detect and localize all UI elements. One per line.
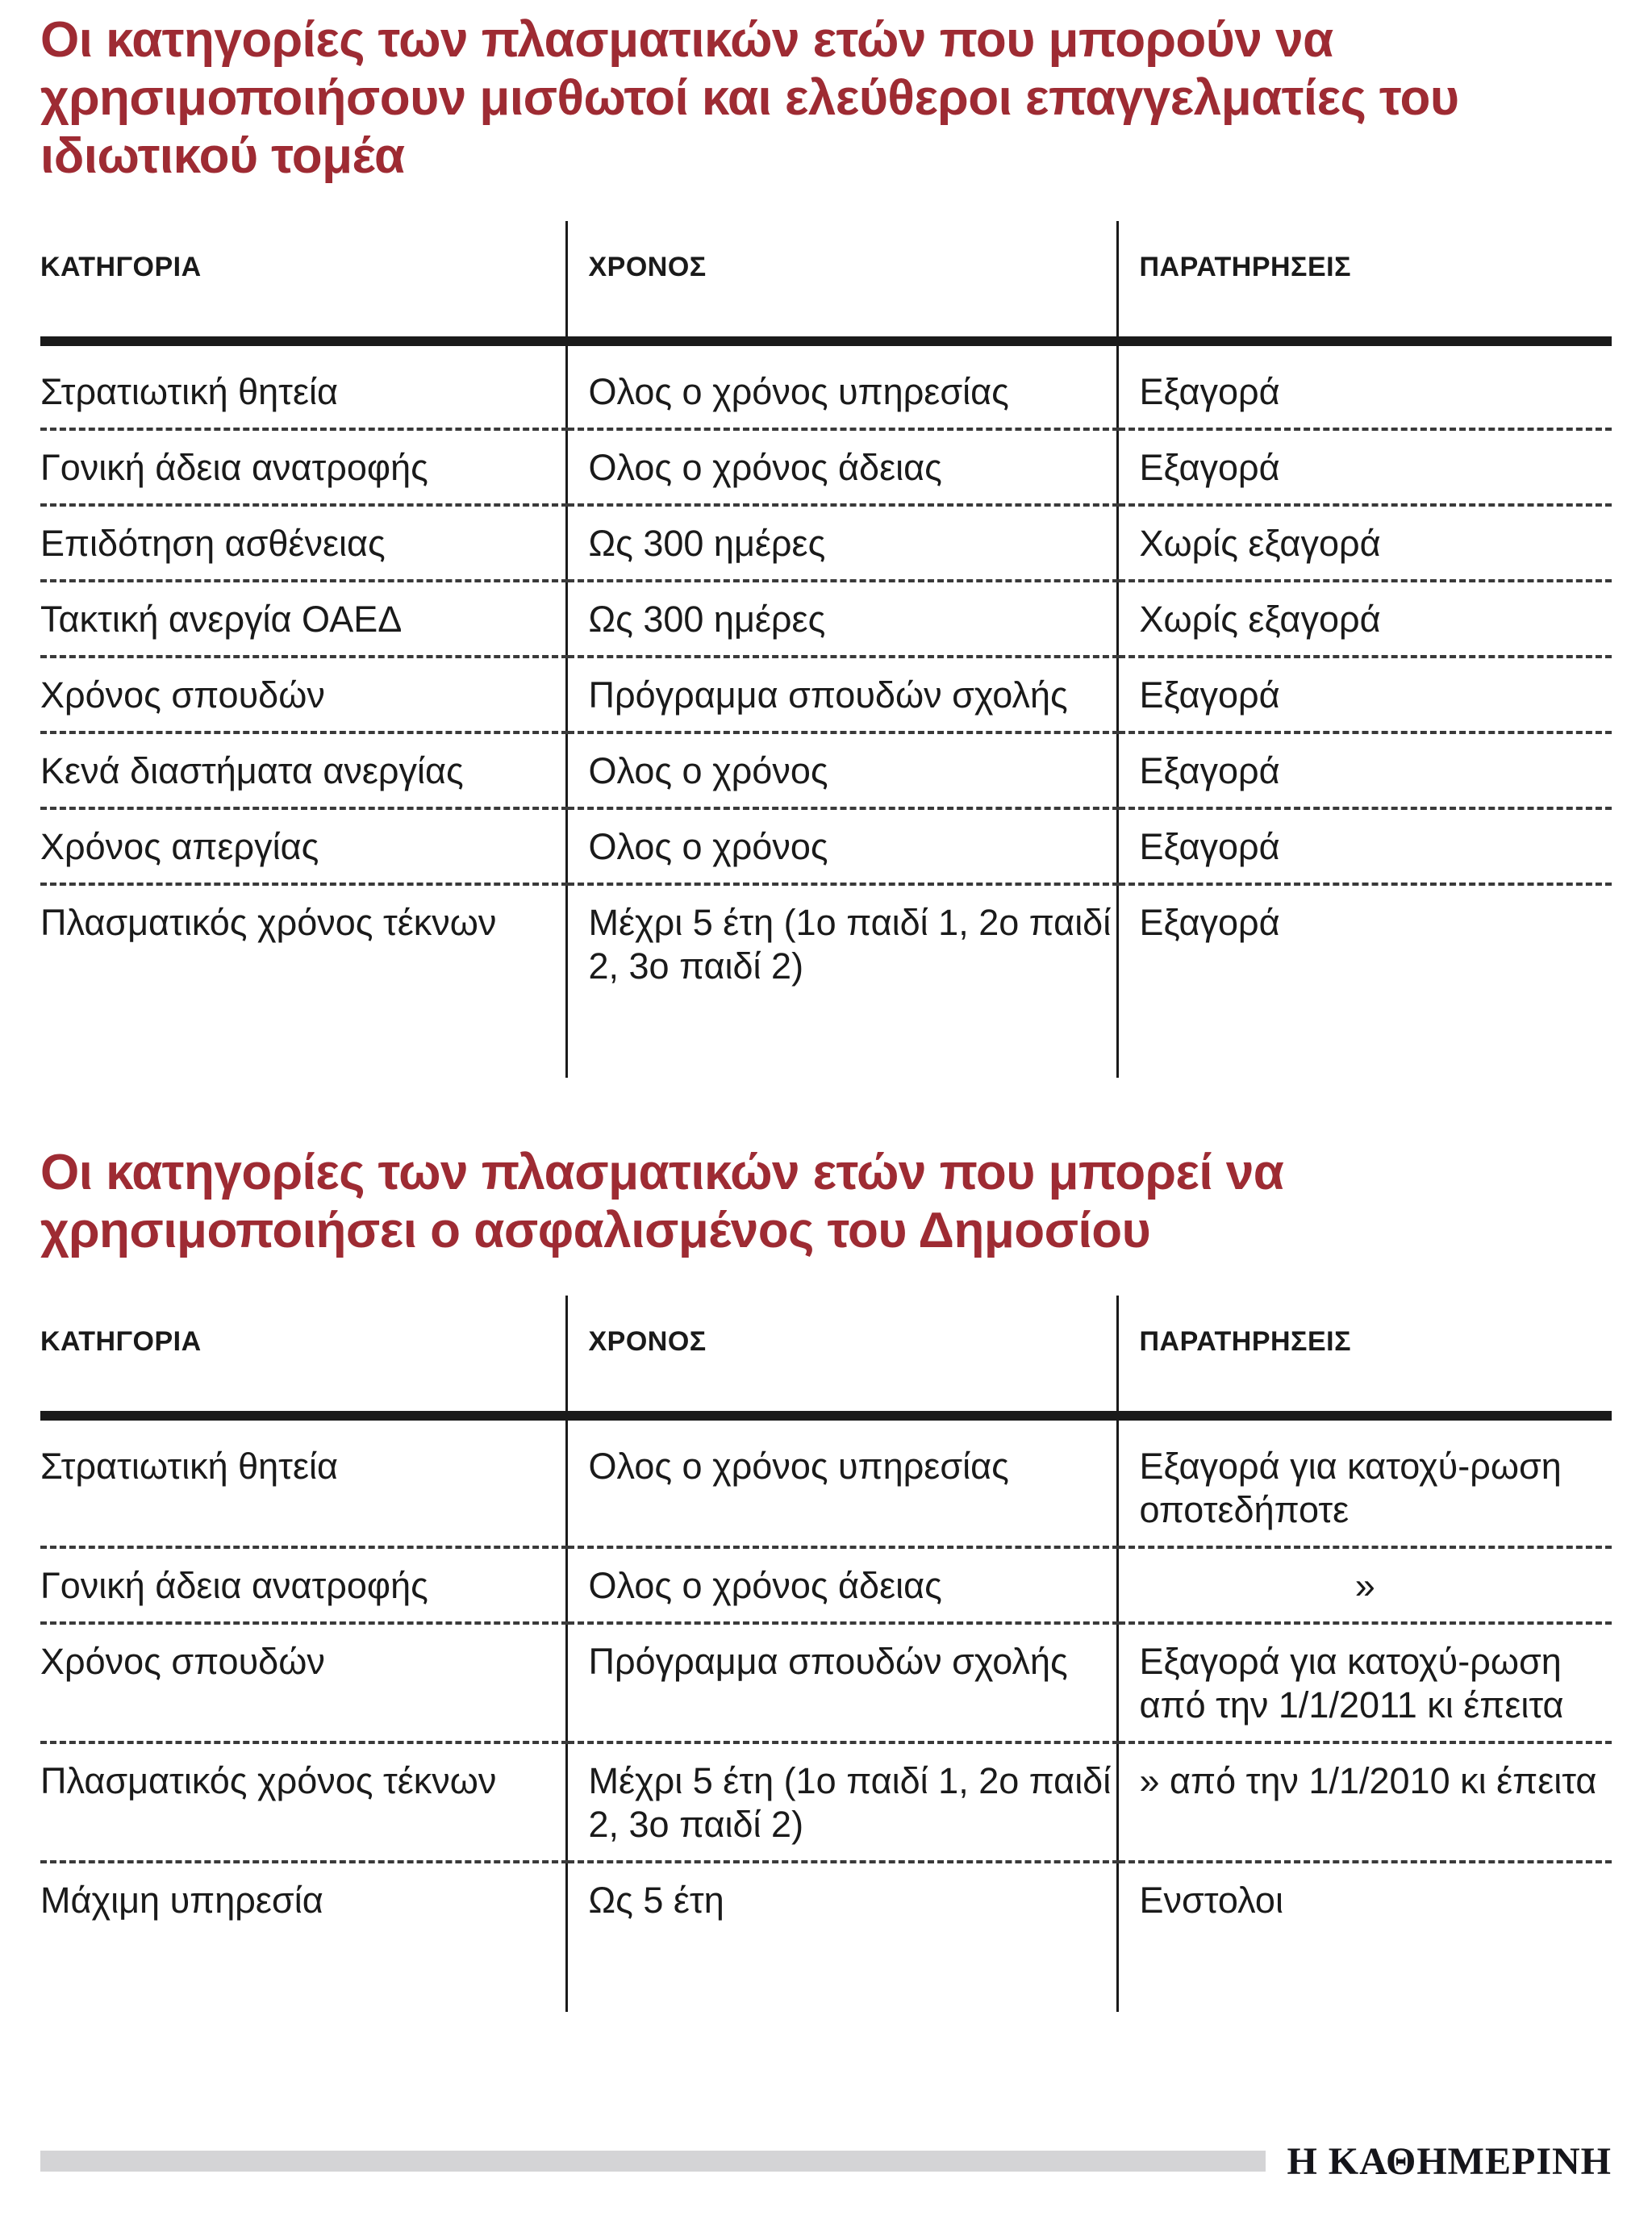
cell-notes xyxy=(1117,581,1612,657)
cell-notes xyxy=(1117,732,1612,808)
masthead-logo: Η ΚΑΘΗΜΕΡΙΝΗ xyxy=(1287,2139,1612,2183)
cell-time xyxy=(566,1421,1117,1547)
column-header-time xyxy=(566,221,1117,336)
cell-notes xyxy=(1117,808,1612,884)
column-header-category-label: ΚΑΤΗΓΟΡΙΑ xyxy=(40,1325,202,1357)
cell-time-text: Πρόγραμμα σπουδών σχολής xyxy=(588,1640,1068,1682)
cell-time xyxy=(566,505,1117,581)
table-tail-row xyxy=(40,1002,1612,1078)
table-row xyxy=(40,1862,1612,1936)
cell-category-text: Γονική άδεια ανατροφής xyxy=(40,1564,428,1606)
cell-category xyxy=(40,884,566,1002)
cell-category xyxy=(40,808,566,884)
table-header xyxy=(40,221,1612,336)
table-row xyxy=(40,581,1612,657)
cell-time xyxy=(566,1623,1117,1742)
table-row xyxy=(40,657,1612,732)
cell-notes xyxy=(1117,346,1612,429)
cell-notes-text: » από την 1/1/2010 κι έπειτα xyxy=(1139,1759,1597,1801)
cell-category-text: Μάχιμη υπηρεσία xyxy=(40,1879,323,1921)
cell-notes xyxy=(1117,429,1612,505)
table-row xyxy=(40,505,1612,581)
cell-notes xyxy=(1117,1623,1612,1742)
cell-time xyxy=(566,884,1117,1002)
cell-time-text: Ως 300 ημέρες xyxy=(588,598,826,640)
cell-time-text: Ως 300 ημέρες xyxy=(588,522,826,564)
header-rule xyxy=(40,1411,1612,1421)
cell-time-text: Μέχρι 5 έτη (1ο παιδί 1, 2ο παιδί 2, 3ο παιδί 2) xyxy=(588,1759,1112,1845)
column-header-notes xyxy=(1117,1296,1612,1411)
cell-time-text: Ολος ο χρόνος υπηρεσίας xyxy=(588,370,1009,412)
cell-notes xyxy=(1117,657,1612,732)
table-row xyxy=(40,1547,1612,1623)
cell-notes-text: Ενστολοι xyxy=(1139,1879,1283,1921)
cell-notes-text: Εξαγορά xyxy=(1139,370,1280,412)
footer xyxy=(0,2131,1652,2191)
cell-category xyxy=(40,1547,566,1623)
cell-time xyxy=(566,1742,1117,1862)
cell-notes-text: Χωρίς εξαγορά xyxy=(1139,522,1381,564)
cell-category-text: Κενά διαστήματα ανεργίας xyxy=(40,749,464,791)
column-header-category xyxy=(40,221,566,336)
spacer xyxy=(40,1260,1612,1296)
cell-time xyxy=(566,1862,1117,1936)
column-header-notes-label: ΠΑΡΑΤΗΡΗΣΕΙΣ xyxy=(1139,251,1351,282)
cell-notes-text: Εξαγορά xyxy=(1139,446,1280,488)
table-public-sector-body xyxy=(40,1421,1612,2012)
cell-category-text: Τακτική ανεργία ΟΑΕΔ xyxy=(40,598,403,640)
column-header-category xyxy=(40,1296,566,1411)
cell-category-text: Χρόνος σπουδών xyxy=(40,674,325,716)
header-row xyxy=(40,221,1612,336)
cell-notes-text: Εξαγορά xyxy=(1139,674,1280,716)
column-header-notes-label: ΠΑΡΑΤΗΡΗΣΕΙΣ xyxy=(1139,1325,1351,1357)
cell-category xyxy=(40,429,566,505)
cell-category xyxy=(40,1862,566,1936)
cell-category-text: Γονική άδεια ανατροφής xyxy=(40,446,428,488)
cell-spacer xyxy=(40,1002,566,1078)
table-body xyxy=(40,346,1612,1078)
cell-time-text: Ολος ο χρόνος xyxy=(588,749,828,791)
cell-category-text: Στρατιωτική θητεία xyxy=(40,1445,339,1487)
table-row xyxy=(40,1742,1612,1862)
table-row xyxy=(40,1623,1612,1742)
cell-time-text: Ολος ο χρόνος άδειας xyxy=(588,446,942,488)
cell-time xyxy=(566,808,1117,884)
cell-category xyxy=(40,732,566,808)
table-body xyxy=(40,1421,1612,2012)
cell-category xyxy=(40,1623,566,1742)
column-header-time-label: ΧΡΟΝΟΣ xyxy=(588,1325,707,1357)
header-rule xyxy=(40,336,1612,346)
column-header-time xyxy=(566,1296,1117,1411)
column-header-notes xyxy=(1117,221,1612,336)
cell-category xyxy=(40,581,566,657)
table-row xyxy=(40,808,1612,884)
cell-spacer xyxy=(1117,1002,1612,1078)
cell-spacer xyxy=(566,1936,1117,2012)
column-header-time-label: ΧΡΟΝΟΣ xyxy=(588,251,707,282)
table-private-sector xyxy=(40,221,1612,336)
cell-notes-text: Εξαγορά xyxy=(1139,825,1280,867)
cell-category xyxy=(40,1421,566,1547)
cell-category-text: Πλασματικός χρόνος τέκνων xyxy=(40,901,497,943)
cell-time-text: Ολος ο χρόνος άδειας xyxy=(588,1564,942,1606)
header-row xyxy=(40,1296,1612,1411)
cell-category xyxy=(40,1742,566,1862)
cell-notes xyxy=(1117,884,1612,1002)
cell-category-text: Χρόνος απεργίας xyxy=(40,825,319,867)
cell-spacer xyxy=(566,1002,1117,1078)
table-row xyxy=(40,429,1612,505)
cell-notes-text: Εξαγορά για κατοχύ-ρωση οποτεδήποτε xyxy=(1139,1445,1562,1530)
cell-notes xyxy=(1117,1742,1612,1862)
cell-category xyxy=(40,505,566,581)
cell-time xyxy=(566,581,1117,657)
section-title-private-sector: Οι κατηγορίες των πλασματικών ετών που μπορούν να χρησιμοποιήσουν μισθωτοί και ελεύθεροι επαγγελματίες του ιδιωτικού τομέα xyxy=(40,12,1459,184)
cell-time-text: Μέχρι 5 έτη (1ο παιδί 1, 2ο παιδί 2, 3ο παιδί 2) xyxy=(588,901,1112,987)
cell-notes-ditto: » xyxy=(1354,1564,1375,1606)
spacer xyxy=(40,186,1612,221)
cell-time-text: Ολος ο χρόνος υπηρεσίας xyxy=(588,1445,1009,1487)
cell-notes-text: Εξαγορά xyxy=(1139,901,1280,943)
cell-notes xyxy=(1117,1421,1612,1547)
cell-time-text: Ολος ο χρόνος xyxy=(588,825,828,867)
cell-time xyxy=(566,657,1117,732)
cell-notes-text: Εξαγορά για κατοχύ-ρωση από την 1/1/2011 κι έπειτα xyxy=(1139,1640,1564,1726)
cell-notes xyxy=(1117,1547,1612,1623)
table-public-sector xyxy=(40,1296,1612,1411)
column-header-category-label: ΚΑΤΗΓΟΡΙΑ xyxy=(40,251,202,282)
footer-divider-bar xyxy=(40,2151,1266,2172)
table-header xyxy=(40,1296,1612,1411)
cell-spacer xyxy=(1117,1936,1612,2012)
cell-category xyxy=(40,657,566,732)
cell-category-text: Πλασματικός χρόνος τέκνων xyxy=(40,1759,497,1801)
section-title-public-sector: Οι κατηγορίες των πλασματικών ετών που μπορεί να χρησιμοποιήσει ο ασφαλισμένος του Δημοσίου xyxy=(40,1144,1284,1258)
table-row xyxy=(40,884,1612,1002)
cell-time-text: Ως 5 έτη xyxy=(588,1879,724,1921)
table-row xyxy=(40,346,1612,429)
table-row xyxy=(40,1421,1612,1547)
table-row xyxy=(40,732,1612,808)
spacer xyxy=(40,1078,1612,1139)
cell-time xyxy=(566,1547,1117,1623)
cell-category-text: Χρόνος σπουδών xyxy=(40,1640,325,1682)
cell-spacer xyxy=(40,1936,566,2012)
cell-time xyxy=(566,732,1117,808)
cell-notes-text: Χωρίς εξαγορά xyxy=(1139,598,1381,640)
cell-time xyxy=(566,429,1117,505)
cell-notes xyxy=(1117,1862,1612,1936)
cell-time xyxy=(566,346,1117,429)
cell-notes-text: Εξαγορά xyxy=(1139,749,1280,791)
cell-time-text: Πρόγραμμα σπουδών σχολής xyxy=(588,674,1068,716)
cell-category-text: Επιδότηση ασθένειας xyxy=(40,522,386,564)
table-private-sector-body xyxy=(40,346,1612,1078)
table-tail-row xyxy=(40,1936,1612,2012)
cell-category xyxy=(40,346,566,429)
cell-notes xyxy=(1117,505,1612,581)
cell-category-text: Στρατιωτική θητεία xyxy=(40,370,339,412)
